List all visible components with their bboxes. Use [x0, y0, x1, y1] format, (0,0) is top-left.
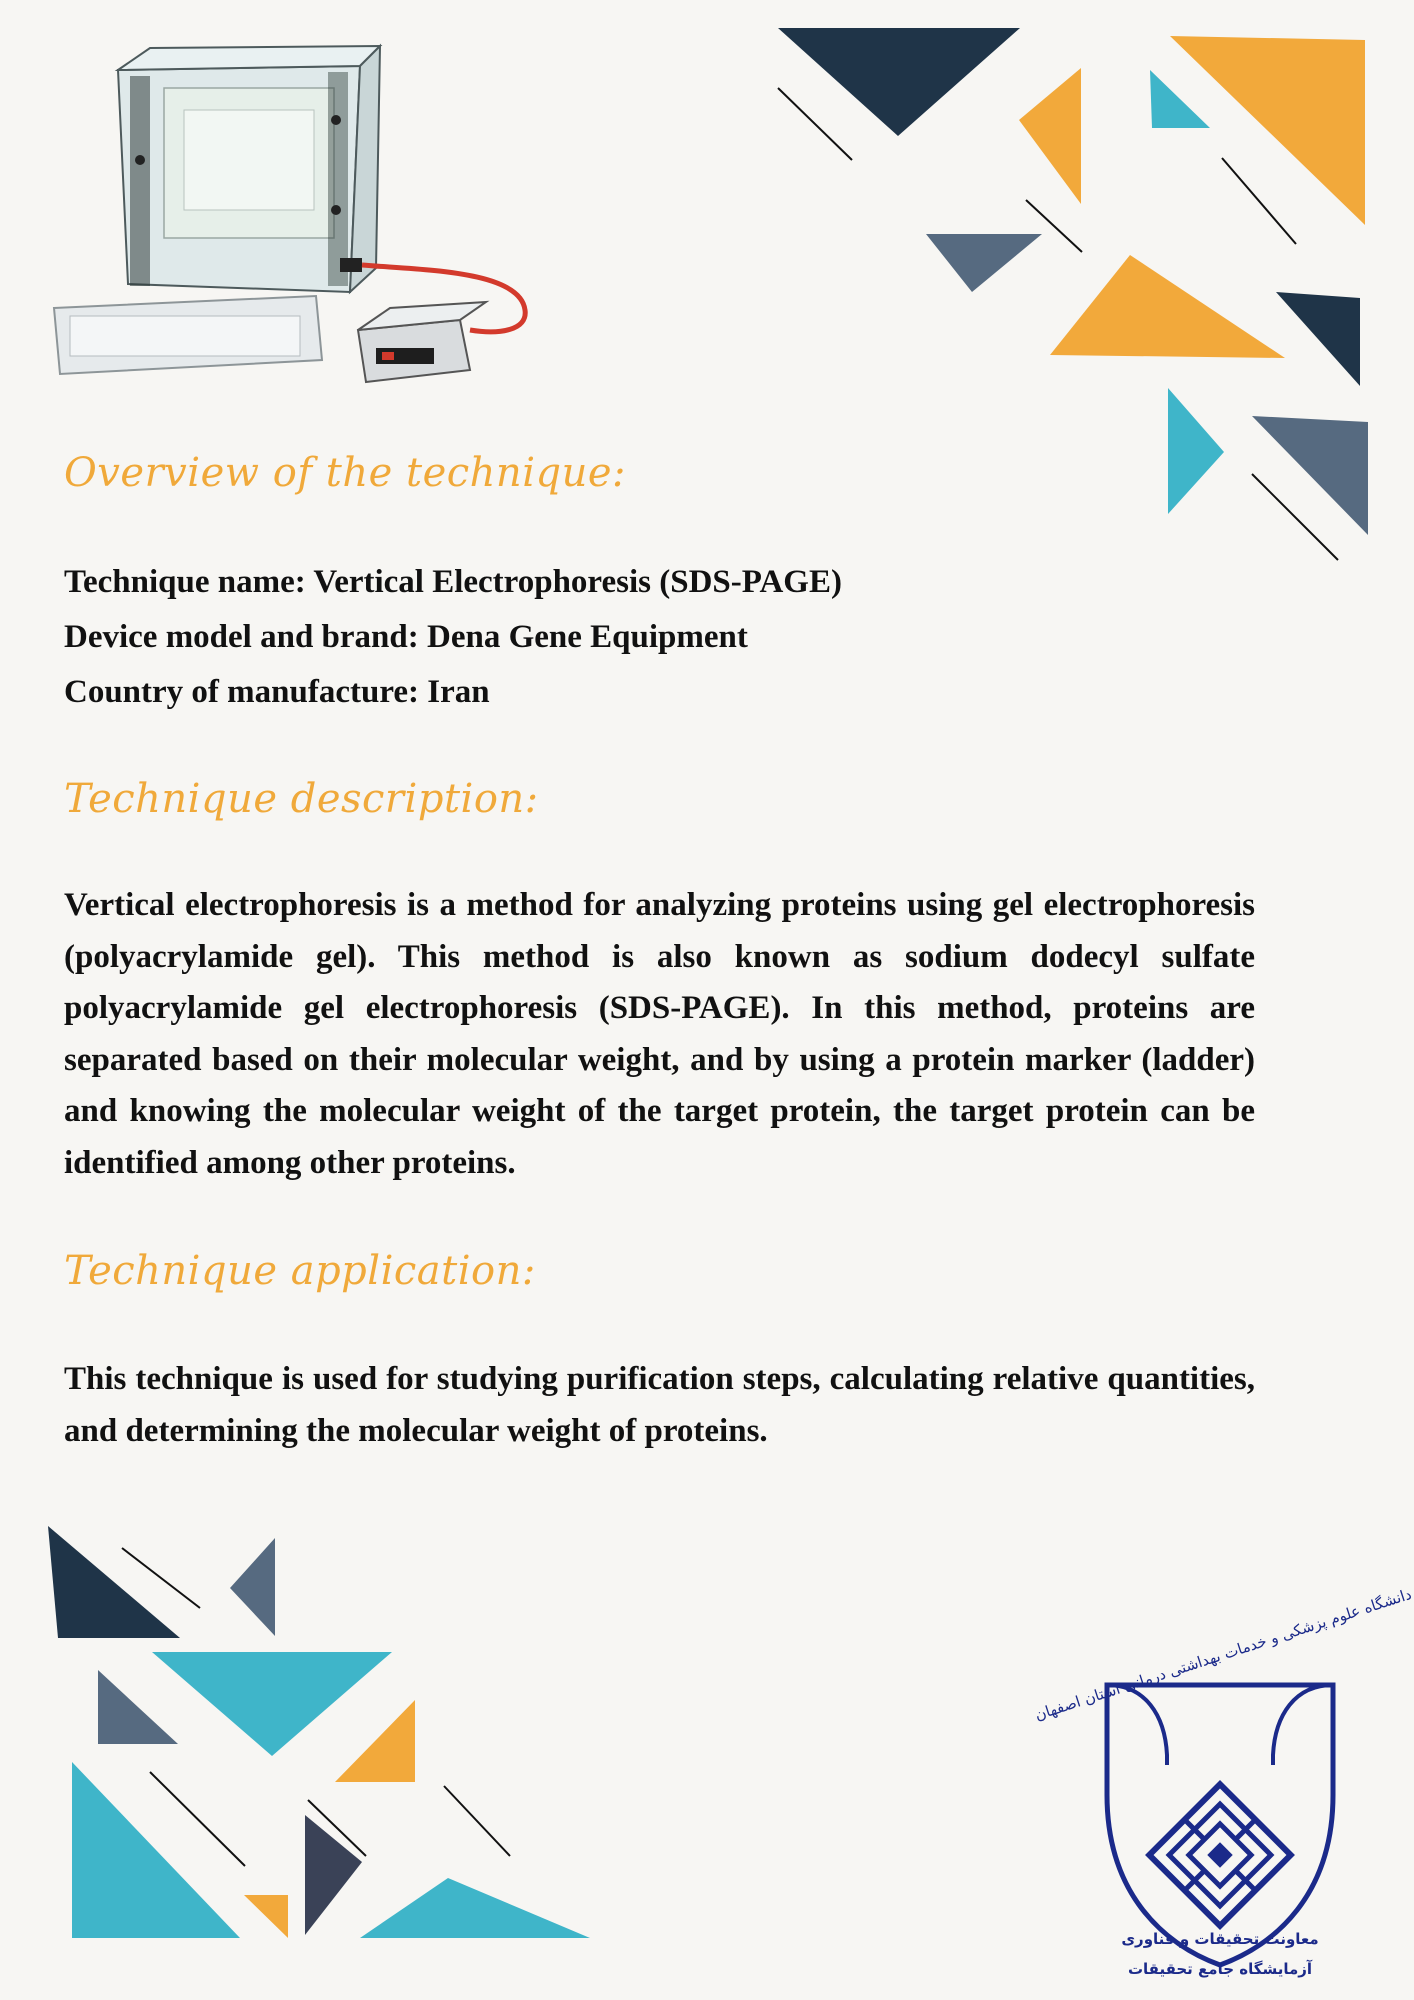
technique-info [64, 555, 842, 720]
description-text: Vertical electrophoresis is a method for analyzing proteins using gel electrophoresis (polyacrylamide gel). This method is also known as sodium dodecyl sulfate polyacrylamide gel electrophoresis (SDS-PAGE). In this method, proteins are separated based on their molecular weight, and by using a protein marker (ladder) and knowing the molecular weight of the target protein, the target protein can be identified among other proteins. [64, 887, 1255, 1181]
logo-subtitle-line2: آزمایشگاه جامع تحقیقات [1127, 1960, 1313, 1978]
logo-arc-text: دانشگاه علوم پزشکی و خدمات بهداشتی درمانی استان اصفهان [1032, 1584, 1414, 1725]
technique-name: Technique name: Vertical Electrophoresis (SDS-PAGE) [64, 564, 842, 600]
application-heading: Technique application: [64, 1248, 536, 1294]
overview-heading: Overview of the technique: [64, 450, 627, 496]
country-of-manufacture: Country of manufacture: Iran [64, 674, 490, 710]
application-text: This technique is used for studying purification steps, calculating relative quantities, and determining the molecular weight of proteins. [64, 1361, 1255, 1449]
electrophoresis-device-icon [40, 30, 560, 390]
description-heading: Technique description: [64, 776, 539, 822]
logo-subtitle-line1: معاونت تحقیقات و فناوری [1121, 1930, 1319, 1948]
device-model: Device model and brand: Dena Gene Equipment [64, 619, 748, 655]
